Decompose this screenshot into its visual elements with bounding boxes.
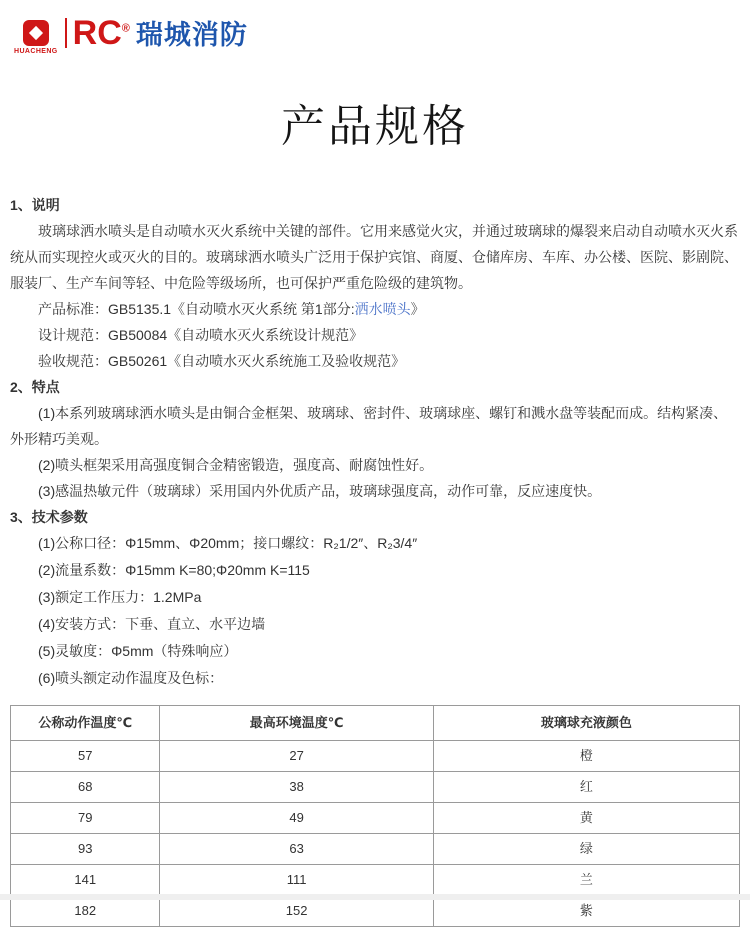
cell-nominal-temp: 182 <box>11 896 160 927</box>
feature-item: (2)喷头框架采用高强度铜合金精密锻造，强度高、耐腐蚀性好。 <box>38 457 434 473</box>
page-title: 产品规格 <box>281 102 469 151</box>
cell-bulb-color: 橙 <box>433 741 739 772</box>
product-standard-suffix: 》 <box>410 301 425 317</box>
cell-max-ambient-temp: 63 <box>160 834 433 865</box>
header-max-ambient-temp: 最高环境温度℃ <box>160 706 433 741</box>
table-row <box>11 772 740 803</box>
table-row <box>11 865 740 896</box>
document-body <box>10 192 740 927</box>
registered-mark: ® <box>121 22 130 35</box>
cell-nominal-temp: 141 <box>11 865 160 896</box>
spec-item: (2)流量系数：Φ15mm K=80;Φ20mm K=115 <box>38 562 310 578</box>
logo-emblem-wrap <box>14 20 58 55</box>
header <box>0 0 750 64</box>
spec-item: (4)安装方式：下垂、直立、水平边墙 <box>38 616 266 632</box>
table-row <box>11 803 740 834</box>
sprinkler-standard-link[interactable]: 洒水喷头 <box>354 301 411 317</box>
acceptance-spec-line: 验收规范：GB50261《自动喷水灭火系统施工及验收规范》 <box>38 353 406 369</box>
spec-item: (6)喷头额定动作温度及色标： <box>38 670 224 686</box>
feature-item: (1)本系列玻璃球洒水喷头是由铜合金框架、玻璃球、密封件、玻璃球座、螺钉和溅水盘等装配而成。结构紧凑、外形精巧美观。 <box>10 405 728 447</box>
spec-item: (5)灵敏度：Φ5mm（特殊响应） <box>38 643 238 659</box>
cell-nominal-temp: 57 <box>11 741 160 772</box>
logo-emblem-icon <box>23 20 49 46</box>
cell-nominal-temp: 68 <box>11 772 160 803</box>
cell-max-ambient-temp: 38 <box>160 772 433 803</box>
spec-item: (3)额定工作压力：1.2MPa <box>38 589 202 605</box>
design-spec-line: 设计规范：GB50084《自动喷水灭火系统设计规范》 <box>38 327 364 343</box>
cell-max-ambient-temp: 111 <box>160 865 433 896</box>
table-row <box>11 896 740 927</box>
cell-max-ambient-temp: 152 <box>160 896 433 927</box>
cell-bulb-color: 黄 <box>433 803 739 834</box>
feature-item: (3)感温热敏元件（玻璃球）采用国内外优质产品，玻璃球强度高，动作可靠，反应速度快。 <box>38 483 602 499</box>
cell-max-ambient-temp: 49 <box>160 803 433 834</box>
product-standard-line <box>10 296 740 322</box>
header-nominal-temp: 公称动作温度℃ <box>11 706 160 741</box>
cell-bulb-color: 兰 <box>433 865 739 896</box>
section-heading-features: 2、特点 <box>10 379 60 395</box>
section-heading-specs: 3、技术参数 <box>10 509 88 525</box>
cell-bulb-color: 紫 <box>433 896 739 927</box>
cell-bulb-color: 红 <box>433 772 739 803</box>
product-standard-prefix: 产品标准：GB5135.1《自动喷水灭火系统 第1部分: <box>38 301 355 317</box>
cell-max-ambient-temp: 27 <box>160 741 433 772</box>
cell-nominal-temp: 93 <box>11 834 160 865</box>
section-heading-description: 1、说明 <box>10 197 60 213</box>
header-bulb-liquid-color: 玻璃球充液颜色 <box>433 706 739 741</box>
company-logo[interactable] <box>14 13 248 62</box>
description-paragraph: 玻璃球洒水喷头是自动喷水灭火系统中关键的部件。它用来感觉火灾，并通过玻璃球的爆裂来启动自动喷水灭火系统从而实现控火或灭火的目的。玻璃球洒水喷头广泛用于保护宾馆、商厦、仓储库房、车库、办公楼、医院、影剧院、服装厂、生产车间等轻、中危险等级场所，也可保护严重危险级的建筑物。 <box>10 223 738 291</box>
table-row <box>11 741 740 772</box>
page-bottom-strip <box>0 894 750 900</box>
table-row <box>11 834 740 865</box>
logo-divider <box>65 18 67 48</box>
logo-subtext: HUACHENG <box>14 48 58 55</box>
logo-rc-text <box>72 13 130 52</box>
cell-nominal-temp: 79 <box>11 803 160 834</box>
cell-bulb-color: 绿 <box>433 834 739 865</box>
logo-rc-letters: RC <box>72 13 122 52</box>
table-header-row <box>11 706 740 741</box>
spec-item: (1)公称口径：Φ15mm、Φ20mm；接口螺纹：R₂1/2″、R₂3/4″ <box>38 535 418 551</box>
brand-name: 瑞城消防 <box>135 20 248 50</box>
